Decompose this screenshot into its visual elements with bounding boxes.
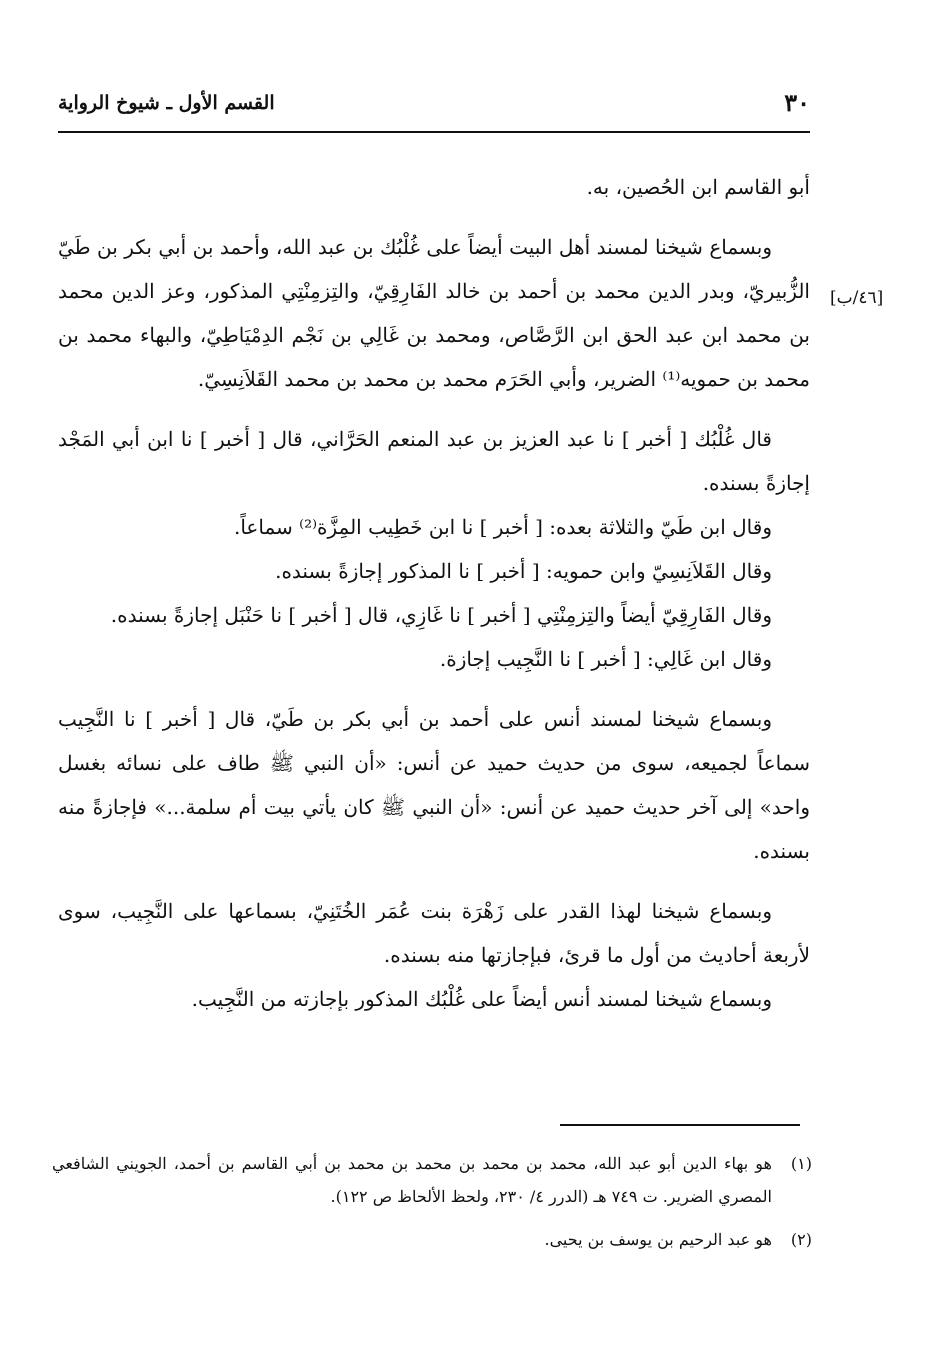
footnotes xyxy=(52,1147,812,1256)
footnote-text: هو بهاء الدين أبو عبد الله، محمد بن محمد بن محمد بن محمد بن أبي القاسم بن أحمد، الجويني الشافعي المصري الضرير. ت ٧٤٩ هـ (الدرر ٤/ ٢٣٠، ولحظ الألحاظ ص ١٢٢). xyxy=(52,1154,772,1206)
page-header xyxy=(58,88,810,128)
paragraph: وبسماع شيخنا لهذا القدر على زَهْرَة بنت عُمَر الخُتَنِيّ، بسماعها على النَّجِيب، سوى لأربعة أحاديث من أول ما قرئ، فبإجازتها منه بسنده. xyxy=(58,899,810,967)
main-text xyxy=(58,165,810,1021)
footnote-rule xyxy=(560,1124,800,1126)
paragraph: وقال ابن غَالِي: [ أخبر ] نا النَّجِيب إجازة. xyxy=(439,647,772,671)
paragraph: وقال الفَارِقِيّ أيضاً والتِزمِنْتِي [ أخبر ] نا غَازِي، قال [ أخبر ] نا حَنْبَل إجازةً بسنده. xyxy=(110,603,772,627)
footnote-number: (٢) xyxy=(790,1230,812,1249)
header-rule xyxy=(58,131,810,133)
paragraph: أبو القاسم ابن الحُصين، به. xyxy=(586,175,810,199)
page-number: ٣٠ xyxy=(784,88,810,117)
footnote-text: هو عبد الرحيم بن يوسف بن يحيى. xyxy=(544,1230,772,1249)
running-title: القسم الأول ـ شيوخ الرواية xyxy=(58,92,275,114)
footnote xyxy=(52,1147,812,1213)
paragraph: وقال ابن طَيّ والثلاثة بعده: [ أخبر ] نا ابن خَطِيب المِزَّة⁽²⁾ سماعاً. xyxy=(233,515,772,539)
footnote-number: (١) xyxy=(790,1154,812,1173)
paragraph: وبسماع شيخنا لمسند أنس على أحمد بن أبي بكر بن طَيّ، قال [ أخبر ] نا النَّجِيب سماعاً لجميعه، سوى من حديث حميد عن أنس: «أن النبي ﷺ طاف على نسائه بغسل واحد» إلى آخر حديث حميد عن أنس: «أن النبي ﷺ كان يأتي بيت أم سلمة...» فإجازةً منه بسنده. xyxy=(58,707,810,863)
margin-folio-note: [٤٦/ب] xyxy=(830,288,884,308)
paragraph: وبسماع شيخنا لمسند أهل البيت أيضاً على غُلْبُك بن عبد الله، وأحمد بن أبي بكر بن طَيّ الزُّبيريّ، وبدر الدين محمد بن أحمد بن خالد الفَارِقِيّ، والتِزمِنْتِي المذكور، وعز الدين محمد بن محمد ابن عبد الحق ابن الرَّصَّاص، ومحمد بن غَالِي بن نَجْم الدِمْيَاطِيّ، والبهاء محمد بن محمد بن حمويه⁽¹⁾ الضرير، وأبي الحَرَم محمد بن محمد بن محمد القَلاَنِسِيّ. xyxy=(58,235,810,391)
paragraph: وبسماع شيخنا لمسند أنس أيضاً على غُلْبُك المذكور بإجازته من النَّجِيب. xyxy=(191,987,772,1011)
paragraph: وقال القَلاَنِسِيّ وابن حمويه: [ أخبر ] نا المذكور إجازةً بسنده. xyxy=(275,559,772,583)
paragraph: قال غُلْبُك [ أخبر ] نا عبد العزيز بن عبد المنعم الحَرَّاني، قال [ أخبر ] نا ابن أبي المَجْد إجازةً بسنده. xyxy=(58,427,810,495)
footnote xyxy=(52,1223,812,1256)
